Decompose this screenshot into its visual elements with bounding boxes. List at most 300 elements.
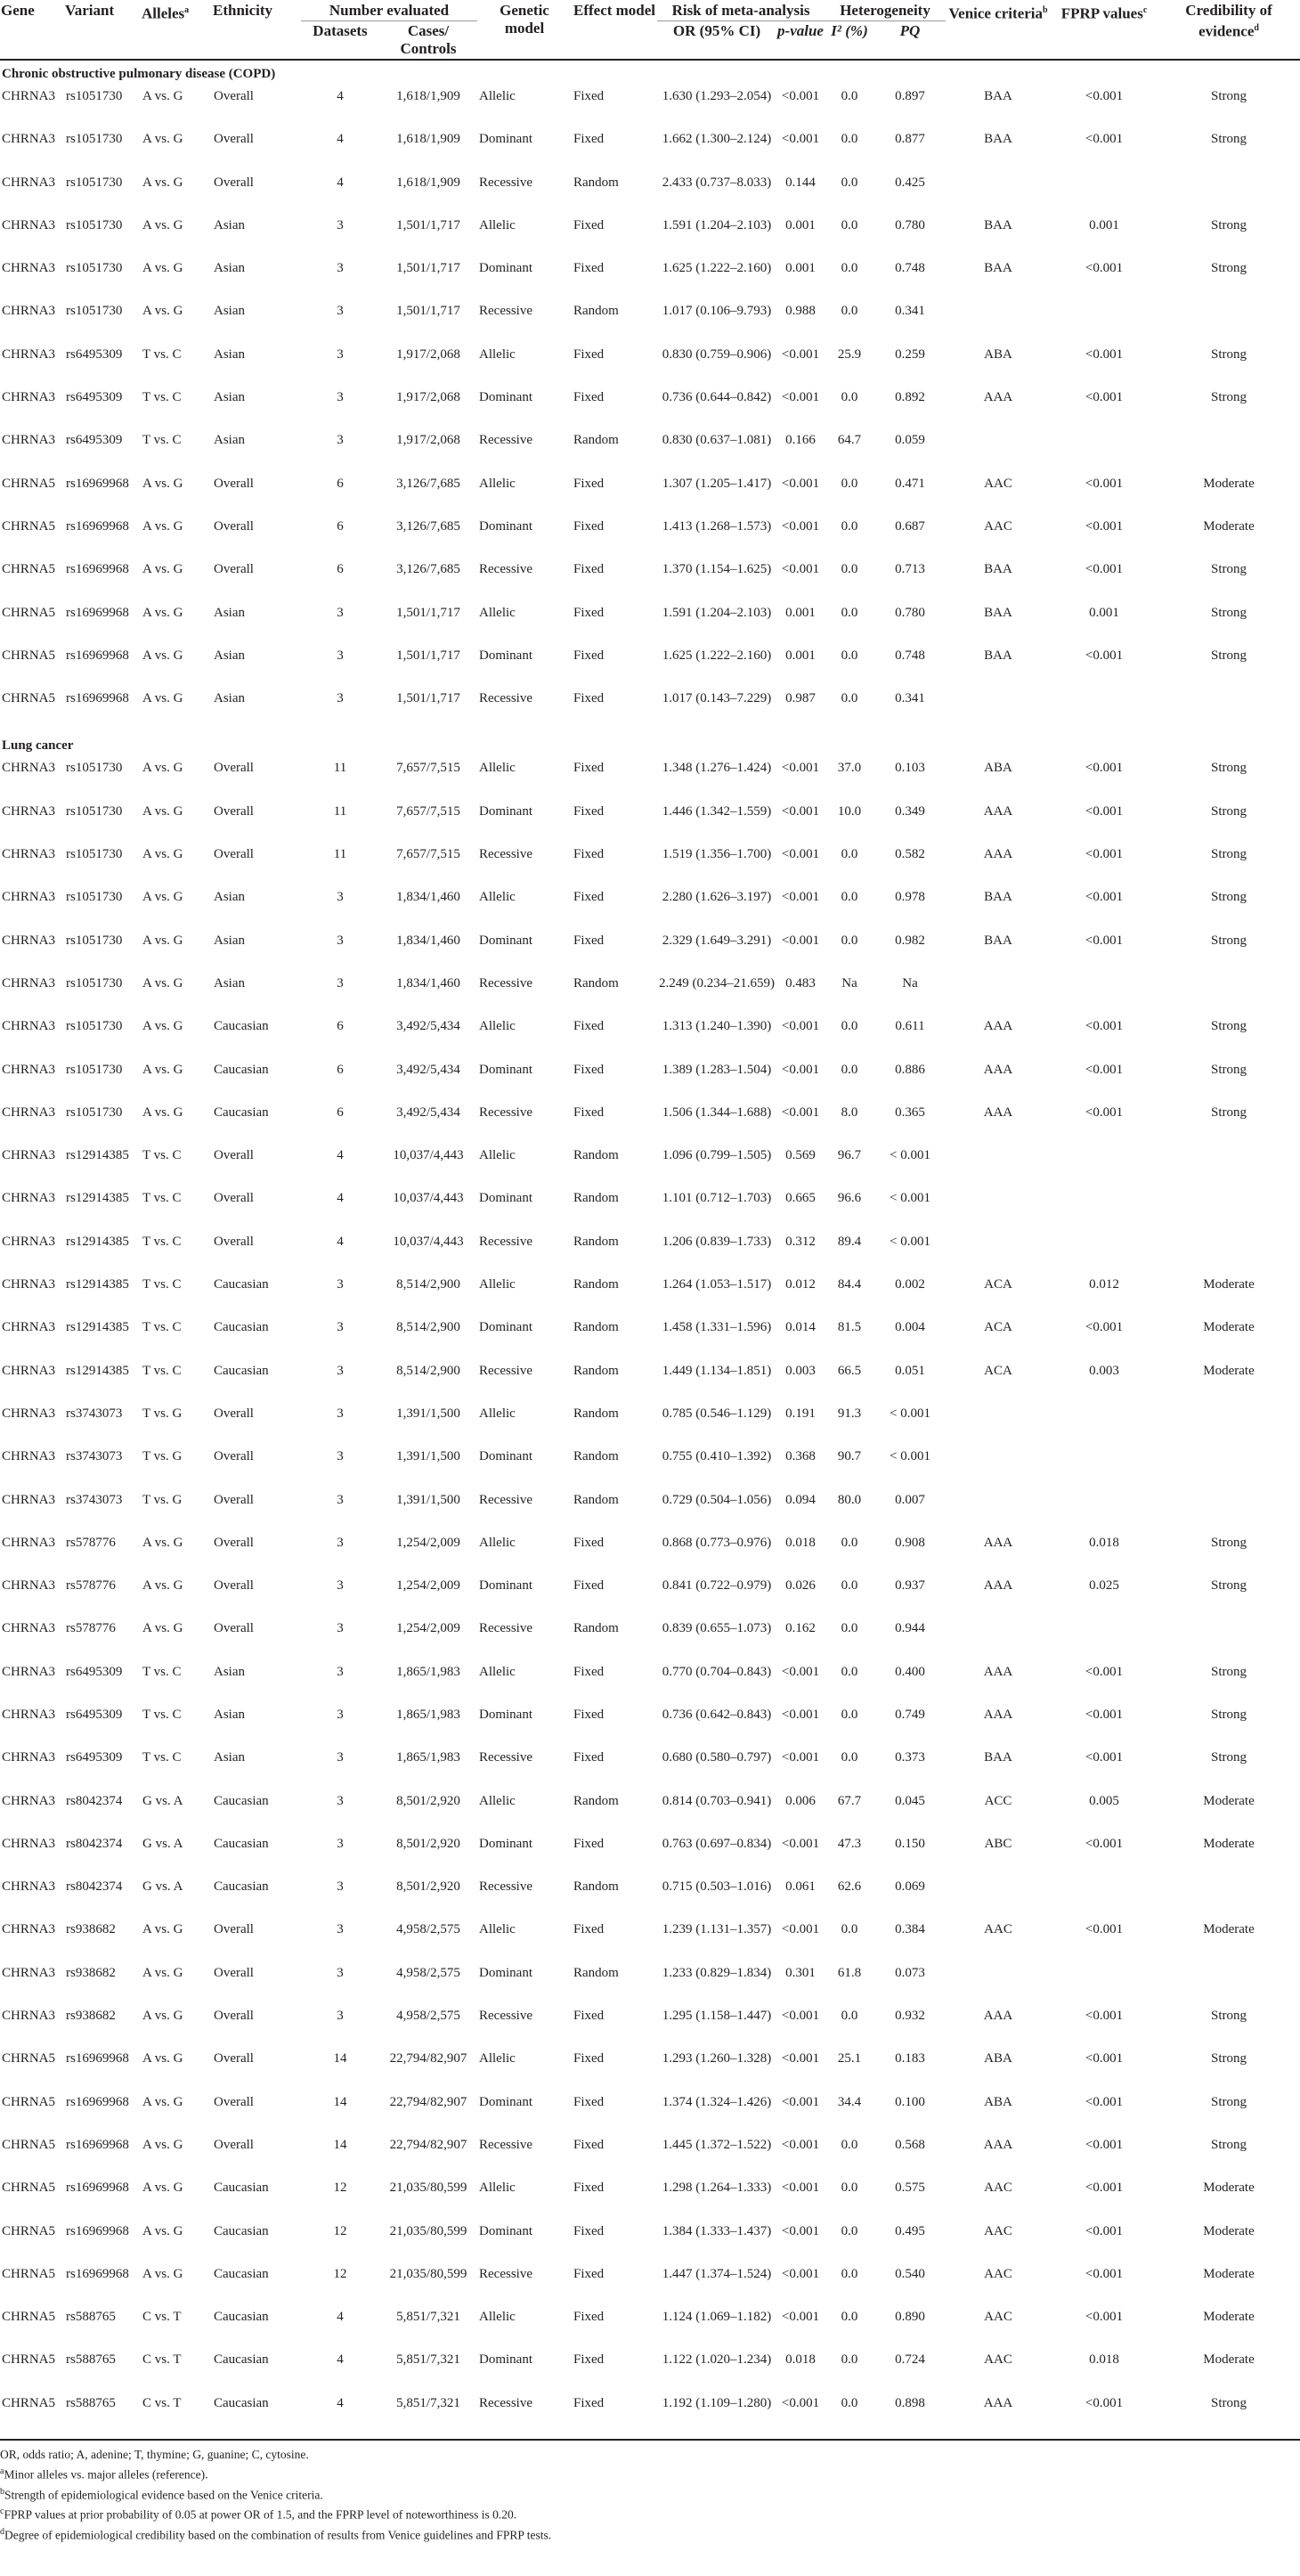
cell-datasets: 6 <box>337 518 344 534</box>
cell-fprp <box>1051 1405 1158 1447</box>
cell-credibility: Moderate <box>1203 2181 1255 2196</box>
cell-venice: ABA <box>984 346 1012 362</box>
cell-effect-model: Random <box>573 1406 619 1421</box>
cell-datasets: 6 <box>337 476 344 491</box>
cell-variant: rs578776 <box>66 1621 116 1636</box>
cell-genetic-model: Recessive <box>479 562 532 577</box>
cell-credibility <box>1158 1447 1300 1490</box>
cell-datasets: 3 <box>337 1363 344 1378</box>
cell-i2: 90.7 <box>837 1449 862 1464</box>
cell-venice: AAA <box>983 1535 1013 1550</box>
cell-i2: 62.6 <box>837 1879 862 1895</box>
cell-credibility: Strong <box>1211 346 1247 362</box>
cell-genetic-model: Allelic <box>479 89 516 103</box>
cell-or-ci: 1.413 (1.268–1.573) <box>662 518 772 534</box>
cell-i2: 0.0 <box>841 648 858 663</box>
cell-alleles: A vs. G <box>142 1965 183 1980</box>
cell-pvalue: <0.001 <box>781 1922 820 1937</box>
cell-or-ci: 1.389 (1.283–1.504) <box>662 1062 772 1077</box>
cell-genetic-model: Recessive <box>479 433 532 448</box>
cell-alleles: A vs. G <box>142 975 183 990</box>
cell-cases-controls: 22,794/82,907 <box>389 2137 467 2152</box>
cell-ethnicity: Caucasian <box>214 1105 269 1120</box>
cell-variant: rs588765 <box>66 2395 116 2410</box>
cell-pvalue: <0.001 <box>781 1019 820 1034</box>
cell-credibility: Moderate <box>1203 1793 1255 1808</box>
cell-cases-controls: 1,865/1,983 <box>396 1750 460 1765</box>
cell-datasets: 3 <box>337 217 344 232</box>
cell-genetic-model: Allelic <box>479 890 516 905</box>
cell-pq: 0.748 <box>895 648 925 663</box>
cell-or-ci: 2.280 (1.626–3.197) <box>662 890 772 905</box>
cell-fprp: <0.001 <box>1085 1707 1124 1722</box>
cell-i2: 91.3 <box>837 1406 862 1421</box>
cell-gene: CHRNA3 <box>2 975 56 990</box>
cell-variant: rs1051730 <box>66 1062 123 1077</box>
cell-venice: AAA <box>983 390 1013 405</box>
cell-venice: AAA <box>983 1019 1013 1034</box>
cell-pvalue: <0.001 <box>781 847 820 862</box>
cell-fprp: <0.001 <box>1085 346 1124 362</box>
footnote-text: OR, odds ratio; A, adenine; T, thymine; G, guanine; C, cytosine. <box>0 2448 309 2462</box>
cell-credibility <box>1158 1189 1300 1232</box>
cell-i2: 81.5 <box>837 1320 862 1335</box>
table-row <box>0 1706 1300 1749</box>
cell-cases-controls: 8,501/2,920 <box>396 1793 460 1808</box>
footnote-mark: b <box>0 2486 4 2497</box>
table-row <box>0 759 1300 802</box>
cell-gene: CHRNA3 <box>2 1707 56 1722</box>
cell-or-ci: 0.785 (0.546–1.129) <box>662 1406 772 1421</box>
table-row <box>0 888 1300 931</box>
cell-or-ci: 1.447 (1.374–1.524) <box>662 2266 772 2281</box>
cell-venice: AAA <box>983 1664 1013 1679</box>
cell-credibility <box>1158 1233 1300 1276</box>
cell-or-ci: 0.736 (0.644–0.842) <box>662 390 772 405</box>
cell-i2: 0.0 <box>841 261 858 276</box>
cell-effect-model: Fixed <box>573 1105 605 1120</box>
cell-venice: ABA <box>984 2094 1012 2109</box>
cell-pvalue: <0.001 <box>781 518 820 534</box>
cell-gene: CHRNA3 <box>2 890 56 905</box>
cell-pq: 0.982 <box>895 933 925 948</box>
cell-or-ci: 1.374 (1.324–1.426) <box>662 2094 772 2109</box>
cell-or-ci: 1.124 (1.069–1.182) <box>662 2310 772 2325</box>
cell-pvalue: 0.018 <box>785 2352 816 2368</box>
table-row <box>0 1405 1300 1447</box>
cell-cases-controls: 1,391/1,500 <box>396 1406 460 1421</box>
cell-venice: ACA <box>984 1363 1012 1378</box>
cell-fprp: <0.001 <box>1085 476 1124 491</box>
cell-gene: CHRNA3 <box>2 1879 56 1895</box>
cell-or-ci: 0.770 (0.704–0.843) <box>662 1664 772 1679</box>
cell-ethnicity: Asian <box>214 605 245 620</box>
cell-cases-controls: 4,958/2,575 <box>396 1922 460 1937</box>
cell-effect-model: Random <box>573 1449 619 1464</box>
cell-venice: AAC <box>984 2181 1012 2196</box>
cell-pvalue: 0.569 <box>785 1148 816 1163</box>
cell-fprp <box>1051 1447 1158 1490</box>
cell-i2: 96.7 <box>837 1148 862 1163</box>
cell-datasets: 4 <box>337 1234 344 1249</box>
table-body <box>0 60 1300 2437</box>
cell-datasets: 12 <box>333 2181 347 2196</box>
cell-ethnicity: Asian <box>214 975 245 990</box>
cell-pq: 0.780 <box>895 605 925 620</box>
cell-effect-model: Fixed <box>573 890 605 905</box>
cell-effect-model: Fixed <box>573 933 605 948</box>
cell-cases-controls: 1,618/1,909 <box>396 132 460 147</box>
cell-cases-controls: 22,794/82,907 <box>389 2094 467 2109</box>
cell-alleles: T vs. C <box>142 1320 182 1335</box>
cell-genetic-model: Dominant <box>479 132 533 147</box>
cell-gene: CHRNA5 <box>2 2266 56 2281</box>
cell-genetic-model: Dominant <box>479 1191 533 1206</box>
cell-or-ci: 1.519 (1.356–1.700) <box>662 847 772 862</box>
cell-datasets: 3 <box>337 1707 344 1722</box>
cell-pq: 0.748 <box>895 261 925 276</box>
cell-or-ci: 0.814 (0.703–0.941) <box>662 1793 772 1808</box>
cell-effect-model: Fixed <box>573 2310 605 2325</box>
cell-gene: CHRNA3 <box>2 1836 56 1851</box>
cell-i2: 0.0 <box>841 1535 858 1550</box>
cell-or-ci: 1.591 (1.204–2.103) <box>662 217 772 232</box>
cell-credibility: Strong <box>1211 132 1247 147</box>
cell-gene: CHRNA3 <box>2 1363 56 1378</box>
cell-cases-controls: 8,514/2,900 <box>396 1277 460 1292</box>
cell-credibility: Strong <box>1211 1707 1247 1722</box>
cell-alleles: A vs. G <box>142 605 183 620</box>
cell-fprp <box>1051 302 1158 345</box>
cell-datasets: 4 <box>337 2352 344 2368</box>
cell-gene: CHRNA3 <box>2 175 56 190</box>
cell-cases-controls: 21,035/80,599 <box>389 2223 467 2238</box>
cell-cases-controls: 1,501/1,717 <box>396 691 460 706</box>
cell-genetic-model: Recessive <box>479 975 532 990</box>
cell-variant: rs12914385 <box>66 1148 129 1163</box>
cell-genetic-model: Recessive <box>479 847 532 862</box>
header-variant: Variant <box>65 2 115 19</box>
cell-effect-model: Fixed <box>573 89 605 103</box>
cell-venice <box>946 1964 1051 2007</box>
cell-alleles: A vs. G <box>142 304 183 319</box>
cell-gene: CHRNA3 <box>2 217 56 232</box>
table-row <box>0 604 1300 647</box>
cell-gene: CHRNA3 <box>2 1191 56 1206</box>
cell-pq: < 0.001 <box>890 1148 930 1163</box>
cell-gene: CHRNA3 <box>2 1148 56 1163</box>
cell-ethnicity: Asian <box>214 390 245 405</box>
cell-ethnicity: Overall <box>214 1234 254 1249</box>
footnote-text: Strength of epidemiological evidence based on the Venice criteria. <box>4 2488 323 2502</box>
cell-credibility: Strong <box>1211 1019 1247 1034</box>
cell-gene: CHRNA3 <box>2 1406 56 1421</box>
cell-venice: BAA <box>984 261 1012 276</box>
cell-alleles: A vs. G <box>142 2266 183 2281</box>
table-row <box>0 1146 1300 1189</box>
cell-datasets: 6 <box>337 1105 344 1120</box>
cell-datasets: 3 <box>337 1621 344 1636</box>
cell-effect-model: Random <box>573 1965 619 1980</box>
cell-pq: 0.341 <box>895 691 925 706</box>
cell-ethnicity: Asian <box>214 217 245 232</box>
cell-variant: rs578776 <box>66 1535 116 1550</box>
cell-fprp: <0.001 <box>1085 803 1124 819</box>
cell-genetic-model: Allelic <box>479 1406 516 1421</box>
cell-i2: 37.0 <box>837 761 862 776</box>
cell-alleles: A vs. G <box>142 2137 183 2152</box>
table-row <box>0 174 1300 216</box>
cell-effect-model: Fixed <box>573 1535 605 1550</box>
cell-ethnicity: Overall <box>214 2094 254 2109</box>
cell-pq: 0.611 <box>895 1019 925 1034</box>
cell-pvalue: 0.166 <box>785 433 816 448</box>
cell-venice <box>946 431 1051 474</box>
cell-fprp: 0.001 <box>1089 217 1119 232</box>
section-header <box>0 732 1300 759</box>
cell-effect-model: Random <box>573 304 619 319</box>
cell-cases-controls: 1,865/1,983 <box>396 1664 460 1679</box>
cell-i2: 84.4 <box>837 1277 862 1292</box>
cell-ethnicity: Asian <box>214 1707 245 1722</box>
cell-cases-controls: 8,501/2,920 <box>396 1836 460 1851</box>
cell-or-ci: 0.763 (0.697–0.834) <box>662 1836 772 1851</box>
cell-i2: 0.0 <box>841 304 858 319</box>
cell-datasets: 3 <box>337 1535 344 1550</box>
cell-datasets: 3 <box>337 648 344 663</box>
cell-alleles: A vs. G <box>142 1019 183 1034</box>
cell-venice: AAA <box>983 1707 1013 1722</box>
cell-venice: AAA <box>983 803 1013 819</box>
cell-genetic-model: Dominant <box>479 1965 533 1980</box>
cell-or-ci: 0.755 (0.410–1.392) <box>662 1449 772 1464</box>
cell-ethnicity: Overall <box>214 89 254 103</box>
cell-genetic-model: Allelic <box>479 1019 516 1034</box>
cell-pq: 0.349 <box>895 803 925 819</box>
cell-gene: CHRNA5 <box>2 2137 56 2152</box>
cell-variant: rs1051730 <box>66 803 123 819</box>
cell-pq: 0.724 <box>895 2352 925 2368</box>
cell-effect-model: Fixed <box>573 2137 605 2152</box>
cell-ethnicity: Overall <box>214 132 254 147</box>
cell-alleles: A vs. G <box>142 2223 183 2238</box>
header-ethnicity: Ethnicity <box>213 2 273 19</box>
cell-variant: rs588765 <box>66 2310 116 2325</box>
cell-alleles: T vs. G <box>142 1449 183 1464</box>
cell-effect-model: Random <box>573 1191 619 1206</box>
cell-gene: CHRNA3 <box>2 1105 56 1120</box>
cell-ethnicity: Asian <box>214 1750 245 1765</box>
cell-ethnicity: Overall <box>214 1148 254 1163</box>
cell-genetic-model: Dominant <box>479 2223 533 2238</box>
cell-or-ci: 1.101 (0.712–1.703) <box>662 1191 772 1206</box>
cell-pq: Na <box>902 975 918 990</box>
cell-or-ci: 1.307 (1.205–1.417) <box>662 476 772 491</box>
cell-variant: rs6495309 <box>66 346 123 362</box>
cell-i2: 0.0 <box>841 2310 858 2325</box>
cell-pvalue: <0.001 <box>781 132 820 147</box>
cell-i2: 0.0 <box>841 1019 858 1034</box>
cell-alleles: A vs. G <box>142 803 183 819</box>
table-footnotes <box>0 2439 1300 2543</box>
cell-i2: 0.0 <box>841 1578 858 1594</box>
cell-pq: 0.002 <box>895 1277 925 1292</box>
cell-or-ci: 0.729 (0.504–1.056) <box>662 1492 772 1507</box>
cell-genetic-model: Allelic <box>479 1664 516 1679</box>
cell-effect-model: Fixed <box>573 2395 605 2410</box>
cell-effect-model: Fixed <box>573 2352 605 2368</box>
cell-effect-model: Fixed <box>573 761 605 776</box>
cell-effect-model: Fixed <box>573 803 605 819</box>
cell-ethnicity: Caucasian <box>214 2310 269 2325</box>
cell-datasets: 11 <box>333 803 347 819</box>
cell-ethnicity: Caucasian <box>214 1793 269 1808</box>
cell-venice: BAA <box>984 648 1012 663</box>
cell-cases-controls: 4,958/2,575 <box>396 1965 460 1980</box>
cell-gene: CHRNA3 <box>2 1750 56 1765</box>
cell-pq: 0.259 <box>895 346 925 362</box>
cell-ethnicity: Asian <box>214 304 245 319</box>
cell-ethnicity: Asian <box>214 433 245 448</box>
cell-or-ci: 1.506 (1.344–1.688) <box>662 1105 772 1120</box>
cell-pvalue: 0.094 <box>785 1492 816 1507</box>
cell-gene: CHRNA5 <box>2 605 56 620</box>
cell-alleles: T vs. C <box>142 433 182 448</box>
cell-cases-controls: 1,917/2,068 <box>396 346 460 362</box>
cell-or-ci: 0.715 (0.503–1.016) <box>662 1879 772 1895</box>
cell-fprp <box>1051 689 1158 732</box>
cell-genetic-model: Recessive <box>479 2266 532 2281</box>
cell-effect-model: Fixed <box>573 2051 605 2067</box>
cell-gene: CHRNA5 <box>2 691 56 706</box>
cell-pq: 0.007 <box>895 1492 925 1507</box>
table-row <box>0 431 1300 474</box>
cell-ethnicity: Overall <box>214 2051 254 2067</box>
cell-variant: rs8042374 <box>66 1793 123 1808</box>
cell-genetic-model: Recessive <box>479 1105 532 1120</box>
footnote-text: Degree of epidemiological credibility based on the combination of results from Venice guidelines and FPRP tests. <box>4 2528 552 2542</box>
cell-i2: 47.3 <box>837 1836 862 1851</box>
cell-or-ci: 1.591 (1.204–2.103) <box>662 605 772 620</box>
cell-fprp: <0.001 <box>1085 890 1124 905</box>
cell-datasets: 4 <box>337 175 344 190</box>
cell-datasets: 4 <box>337 1148 344 1163</box>
cell-datasets: 3 <box>337 605 344 620</box>
cell-fprp: <0.001 <box>1085 1019 1124 1034</box>
cell-cases-controls: 10,037/4,443 <box>393 1234 464 1249</box>
cell-pvalue: 0.483 <box>785 975 816 990</box>
cell-fprp: <0.001 <box>1085 1836 1124 1851</box>
cell-i2: 0.0 <box>841 890 858 905</box>
cell-datasets: 3 <box>337 1879 344 1895</box>
cell-venice <box>946 1405 1051 1447</box>
cell-effect-model: Random <box>573 175 619 190</box>
cell-pvalue: <0.001 <box>781 1836 820 1851</box>
cell-ethnicity: Overall <box>214 803 254 819</box>
cell-gene: CHRNA3 <box>2 2009 56 2024</box>
cell-alleles: A vs. G <box>142 1621 183 1636</box>
cell-fprp <box>1051 174 1158 216</box>
cell-i2: 0.0 <box>841 2266 858 2281</box>
table-row <box>0 974 1300 1017</box>
table-row <box>0 1189 1300 1232</box>
cell-alleles: A vs. G <box>142 933 183 948</box>
cell-i2: 0.0 <box>841 847 858 862</box>
cell-fprp: <0.001 <box>1085 2266 1124 2281</box>
cell-i2: 0.0 <box>841 476 858 491</box>
cell-credibility: Strong <box>1211 390 1247 405</box>
cell-effect-model: Random <box>573 433 619 448</box>
cell-pvalue: 0.001 <box>785 648 816 663</box>
cell-fprp <box>1051 1878 1158 1920</box>
footnote <box>0 2446 1300 2463</box>
cell-i2: 64.7 <box>837 433 862 448</box>
cell-cases-controls: 3,492/5,434 <box>396 1105 460 1120</box>
cell-alleles: T vs. C <box>142 1277 182 1292</box>
cell-effect-model: Fixed <box>573 1707 605 1722</box>
table-row <box>0 2007 1300 2050</box>
cell-credibility: Strong <box>1211 1664 1247 1679</box>
table-row <box>0 475 1300 518</box>
cell-venice: ABC <box>984 1836 1012 1851</box>
cell-alleles: A vs. G <box>142 261 183 276</box>
cell-gene: CHRNA3 <box>2 1965 56 1980</box>
cell-genetic-model: Dominant <box>479 390 533 405</box>
cell-variant: rs1051730 <box>66 304 123 319</box>
cell-i2: 89.4 <box>837 1234 862 1249</box>
cell-i2: 0.0 <box>841 217 858 232</box>
cell-pvalue: <0.001 <box>781 476 820 491</box>
cell-venice: AAC <box>984 2352 1012 2368</box>
cell-i2: 0.0 <box>841 933 858 948</box>
cell-pvalue: <0.001 <box>781 89 820 103</box>
cell-pq: 0.045 <box>895 1793 925 1808</box>
cell-gene: CHRNA3 <box>2 1793 56 1808</box>
cell-effect-model: Fixed <box>573 390 605 405</box>
cell-i2: 0.0 <box>841 691 858 706</box>
cell-ethnicity: Caucasian <box>214 2266 269 2281</box>
cell-genetic-model: Dominant <box>479 648 533 663</box>
cell-pvalue: <0.001 <box>781 890 820 905</box>
cell-or-ci: 1.370 (1.154–1.625) <box>662 562 772 577</box>
cell-venice: BAA <box>984 132 1012 147</box>
cell-alleles: A vs. G <box>142 2181 183 2196</box>
cell-pq: 0.897 <box>895 89 925 103</box>
cell-fprp: <0.001 <box>1085 2137 1124 2152</box>
cell-genetic-model: Recessive <box>479 1750 532 1765</box>
cell-credibility <box>1158 1146 1300 1189</box>
cell-alleles: A vs. G <box>142 476 183 491</box>
header-or: OR (95% CI) <box>672 22 761 39</box>
cell-variant: rs1051730 <box>66 933 123 948</box>
cell-or-ci: 1.625 (1.222–2.160) <box>662 648 772 663</box>
cell-ethnicity: Caucasian <box>214 1836 269 1851</box>
cell-gene: CHRNA3 <box>2 1621 56 1636</box>
cell-or-ci: 1.096 (0.799–1.505) <box>662 1148 772 1163</box>
cell-ethnicity: Asian <box>214 890 245 905</box>
cell-variant: rs12914385 <box>66 1191 129 1206</box>
cell-variant: rs938682 <box>66 1922 116 1937</box>
cell-fprp: <0.001 <box>1085 2051 1124 2067</box>
cell-gene: CHRNA3 <box>2 132 56 147</box>
cell-genetic-model: Dominant <box>479 2352 533 2368</box>
cell-datasets: 12 <box>333 2266 347 2281</box>
cell-pvalue: <0.001 <box>781 1750 820 1765</box>
cell-pq: 0.978 <box>895 890 925 905</box>
cell-pvalue: 0.988 <box>785 304 816 319</box>
cell-fprp: 0.018 <box>1089 1535 1119 1550</box>
cell-venice <box>946 1189 1051 1232</box>
